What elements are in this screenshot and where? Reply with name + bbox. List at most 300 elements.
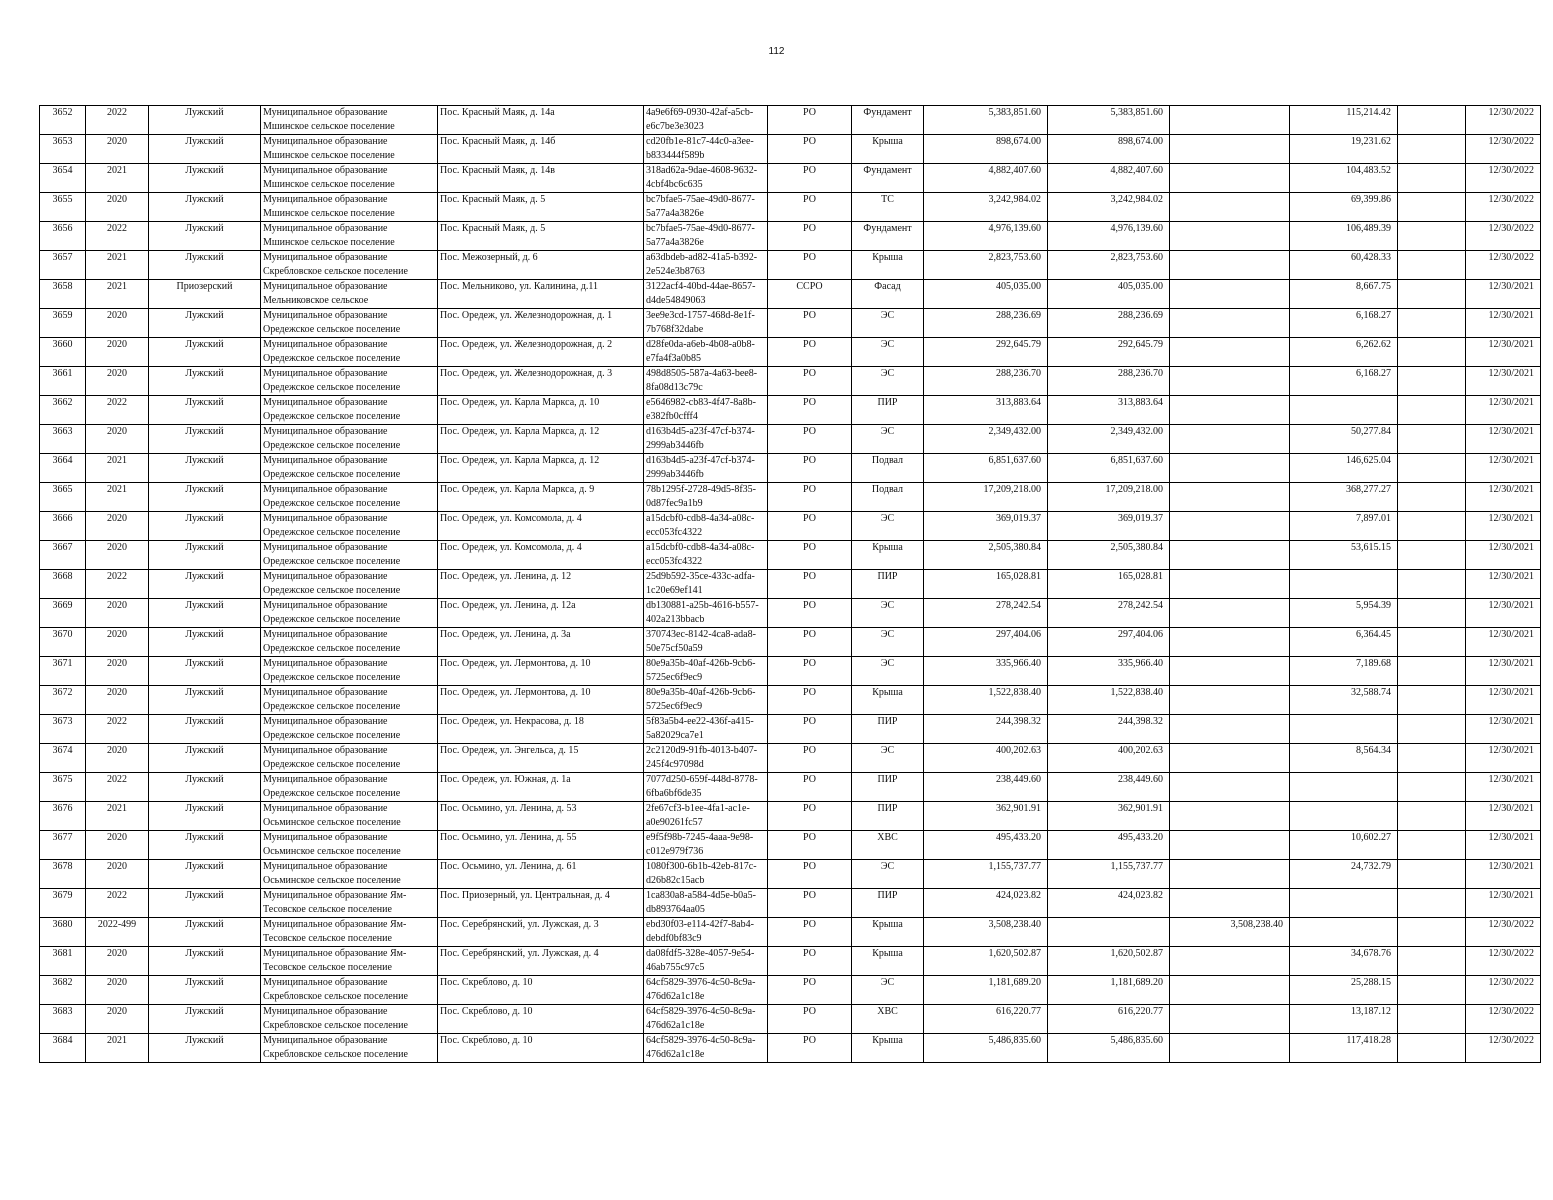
cell-cost-c: 6,262.62: [1290, 338, 1398, 367]
cell-district: Лужский: [149, 396, 261, 425]
cell-cost-b: [1170, 802, 1290, 831]
cell-municipality: Муниципальное образование Осьминское сельское поселение: [261, 860, 438, 889]
cell-deadline-date: 12/30/2021: [1466, 628, 1541, 657]
cell-year: 2020: [86, 512, 149, 541]
cell-row-number: 3654: [40, 164, 86, 193]
cell-address: Пос. Красный Маяк, д. 14а: [438, 106, 644, 135]
cell-work-type: ПИР: [852, 802, 924, 831]
cell-cost-a: 362,901.91: [1048, 802, 1170, 831]
cell-cost-a: 1,181,689.20: [1048, 976, 1170, 1005]
cell-work-type: ПИР: [852, 773, 924, 802]
cell-cost-c: 6,168.27: [1290, 367, 1398, 396]
cell-program: РО: [768, 193, 852, 222]
cell-cost-b: [1170, 222, 1290, 251]
page-number: 112: [768, 46, 785, 57]
cell-house-guid: 4a9e6f69-0930-42af-a5cb-e6c7be3e3023: [644, 106, 768, 135]
cell-district: Лужский: [149, 657, 261, 686]
cell-cost-b: [1170, 338, 1290, 367]
cell-work-type: ЭС: [852, 367, 924, 396]
cell-deadline-date: 12/30/2021: [1466, 396, 1541, 425]
cell-work-type: Крыша: [852, 686, 924, 715]
cell-total-cost: 1,620,502.87: [924, 947, 1048, 976]
cell-cost-a: 297,404.06: [1048, 628, 1170, 657]
cell-cost-d: [1398, 628, 1466, 657]
cell-deadline-date: 12/30/2021: [1466, 309, 1541, 338]
cell-work-type: ЭС: [852, 657, 924, 686]
cell-cost-d: [1398, 483, 1466, 512]
cell-program: РО: [768, 164, 852, 193]
cell-cost-b: [1170, 860, 1290, 889]
cell-deadline-date: 12/30/2021: [1466, 831, 1541, 860]
cell-house-guid: da08fdf5-328e-4057-9e54-46ab755c97c5: [644, 947, 768, 976]
cell-address: Пос. Мельниково, ул. Калинина, д.11: [438, 280, 644, 309]
table-row: [40, 570, 1541, 599]
cell-house-guid: 64cf5829-3976-4c50-8c9a-476d62a1c18e: [644, 1034, 768, 1063]
cell-district: Лужский: [149, 454, 261, 483]
cell-address: Пос. Оредеж, ул. Лермонтова, д. 10: [438, 657, 644, 686]
cell-cost-b: [1170, 599, 1290, 628]
cell-cost-c: 25,288.15: [1290, 976, 1398, 1005]
cell-year: 2022: [86, 222, 149, 251]
cell-municipality: Муниципальное образование Осьминское сельское поселение: [261, 802, 438, 831]
cell-program: РО: [768, 222, 852, 251]
cell-deadline-date: 12/30/2022: [1466, 251, 1541, 280]
cell-district: Лужский: [149, 715, 261, 744]
cell-cost-b: [1170, 976, 1290, 1005]
cell-cost-d: [1398, 164, 1466, 193]
cell-house-guid: 1080f300-6b1b-42eb-817c-d26b82c15acb: [644, 860, 768, 889]
cell-program: РО: [768, 976, 852, 1005]
cell-municipality: Муниципальное образование Осьминское сельское поселение: [261, 831, 438, 860]
cell-cost-b: [1170, 251, 1290, 280]
cell-work-type: Фасад: [852, 280, 924, 309]
cell-work-type: Фундамент: [852, 222, 924, 251]
cell-cost-a: 244,398.32: [1048, 715, 1170, 744]
cell-municipality: Муниципальное образование Оредежское сельское поселение: [261, 396, 438, 425]
cell-address: Пос. Оредеж, ул. Энгельса, д. 15: [438, 744, 644, 773]
cell-row-number: 3670: [40, 628, 86, 657]
cell-work-type: Крыша: [852, 947, 924, 976]
cell-cost-d: [1398, 947, 1466, 976]
cell-total-cost: 1,522,838.40: [924, 686, 1048, 715]
cell-row-number: 3684: [40, 1034, 86, 1063]
cell-program: РО: [768, 309, 852, 338]
cell-house-guid: d163b4d5-a23f-47cf-b374-2999ab3446fb: [644, 454, 768, 483]
cell-municipality: Муниципальное образование Оредежское сельское поселение: [261, 686, 438, 715]
cell-cost-d: [1398, 251, 1466, 280]
cell-municipality: Муниципальное образование Оредежское сельское поселение: [261, 367, 438, 396]
cell-address: Пос. Оредеж, ул. Комсомола, д. 4: [438, 512, 644, 541]
cell-deadline-date: 12/30/2021: [1466, 715, 1541, 744]
records-table: [39, 105, 1541, 1063]
cell-year: 2020: [86, 686, 149, 715]
cell-deadline-date: 12/30/2021: [1466, 744, 1541, 773]
cell-work-type: ПИР: [852, 715, 924, 744]
cell-row-number: 3657: [40, 251, 86, 280]
cell-cost-a: 2,505,380.84: [1048, 541, 1170, 570]
cell-program: РО: [768, 251, 852, 280]
cell-house-guid: bc7bfae5-75ae-49d0-8677-5a77a4a3826e: [644, 222, 768, 251]
cell-house-guid: a15dcbf0-cdb8-4a34-a08c-ecc053fc4322: [644, 512, 768, 541]
cell-deadline-date: 12/30/2021: [1466, 802, 1541, 831]
cell-deadline-date: 12/30/2021: [1466, 657, 1541, 686]
cell-work-type: ЭС: [852, 309, 924, 338]
cell-cost-c: 7,897.01: [1290, 512, 1398, 541]
cell-cost-d: [1398, 976, 1466, 1005]
cell-row-number: 3656: [40, 222, 86, 251]
cell-cost-c: 24,732.79: [1290, 860, 1398, 889]
cell-district: Лужский: [149, 338, 261, 367]
cell-row-number: 3677: [40, 831, 86, 860]
table-row: [40, 715, 1541, 744]
cell-cost-d: [1398, 918, 1466, 947]
cell-cost-d: [1398, 860, 1466, 889]
cell-year: 2022: [86, 106, 149, 135]
cell-cost-c: 34,678.76: [1290, 947, 1398, 976]
cell-district: Лужский: [149, 889, 261, 918]
cell-district: Лужский: [149, 1005, 261, 1034]
cell-district: Лужский: [149, 860, 261, 889]
cell-work-type: ТС: [852, 193, 924, 222]
table-row: [40, 599, 1541, 628]
cell-program: РО: [768, 425, 852, 454]
cell-deadline-date: 12/30/2022: [1466, 135, 1541, 164]
cell-row-number: 3680: [40, 918, 86, 947]
cell-work-type: Фундамент: [852, 106, 924, 135]
cell-cost-d: [1398, 396, 1466, 425]
cell-address: Пос. Осьмино, ул. Ленина, д. 55: [438, 831, 644, 860]
cell-year: 2020: [86, 976, 149, 1005]
cell-municipality: Муниципальное образование Мшинское сельское поселение: [261, 164, 438, 193]
cell-cost-a: 6,851,637.60: [1048, 454, 1170, 483]
cell-municipality: Муниципальное образование Оредежское сельское поселение: [261, 715, 438, 744]
cell-cost-c: 6,168.27: [1290, 309, 1398, 338]
cell-municipality: Муниципальное образование Скребловское сельское поселение: [261, 251, 438, 280]
cell-house-guid: 498d8505-587a-4a63-bee8-8fa08d13c79c: [644, 367, 768, 396]
cell-cost-a: 1,155,737.77: [1048, 860, 1170, 889]
cell-cost-a: 288,236.70: [1048, 367, 1170, 396]
cell-program: РО: [768, 512, 852, 541]
cell-house-guid: 64cf5829-3976-4c50-8c9a-476d62a1c18e: [644, 976, 768, 1005]
cell-year: 2022: [86, 773, 149, 802]
cell-cost-b: [1170, 831, 1290, 860]
table-row: [40, 1034, 1541, 1063]
cell-district: Лужский: [149, 976, 261, 1005]
cell-program: РО: [768, 135, 852, 164]
cell-municipality: Муниципальное образование Оредежское сельское поселение: [261, 309, 438, 338]
cell-address: Пос. Оредеж, ул. Железнодорожная, д. 3: [438, 367, 644, 396]
cell-cost-b: [1170, 512, 1290, 541]
cell-municipality: Муниципальное образование Оредежское сельское поселение: [261, 599, 438, 628]
cell-cost-b: [1170, 657, 1290, 686]
cell-year: 2021: [86, 802, 149, 831]
cell-address: Пос. Оредеж, ул. Ленина, д. 12а: [438, 599, 644, 628]
cell-district: Лужский: [149, 512, 261, 541]
cell-cost-c: [1290, 773, 1398, 802]
cell-cost-d: [1398, 570, 1466, 599]
cell-program: РО: [768, 396, 852, 425]
cell-house-guid: 5f83a5b4-ee22-436f-a415-5a82029ca7e1: [644, 715, 768, 744]
cell-cost-c: 13,187.12: [1290, 1005, 1398, 1034]
cell-address: Пос. Серебрянский, ул. Лужская, д. 4: [438, 947, 644, 976]
cell-house-guid: a63dbdeb-ad82-41a5-b392-2e524e3b8763: [644, 251, 768, 280]
cell-cost-b: [1170, 483, 1290, 512]
cell-cost-b: [1170, 396, 1290, 425]
cell-house-guid: db130881-a25b-4616-b557-402a213bbacb: [644, 599, 768, 628]
cell-address: Пос. Приозерный, ул. Центральная, д. 4: [438, 889, 644, 918]
cell-municipality: Муниципальное образование Оредежское сельское поселение: [261, 657, 438, 686]
cell-work-type: ХВС: [852, 1005, 924, 1034]
cell-deadline-date: 12/30/2022: [1466, 222, 1541, 251]
cell-cost-b: [1170, 367, 1290, 396]
cell-cost-d: [1398, 280, 1466, 309]
cell-row-number: 3653: [40, 135, 86, 164]
cell-cost-a: 400,202.63: [1048, 744, 1170, 773]
cell-year: 2021: [86, 280, 149, 309]
cell-address: Пос. Оредеж, ул. Карла Маркса, д. 12: [438, 454, 644, 483]
cell-row-number: 3659: [40, 309, 86, 338]
cell-cost-c: [1290, 715, 1398, 744]
cell-row-number: 3683: [40, 1005, 86, 1034]
cell-district: Лужский: [149, 541, 261, 570]
cell-year: 2020: [86, 831, 149, 860]
cell-cost-a: 292,645.79: [1048, 338, 1170, 367]
cell-program: РО: [768, 657, 852, 686]
cell-address: Пос. Красный Маяк, д. 5: [438, 193, 644, 222]
cell-house-guid: 370743ec-8142-4ca8-ada8-50e75cf50a59: [644, 628, 768, 657]
cell-deadline-date: 12/30/2022: [1466, 918, 1541, 947]
table-row: [40, 686, 1541, 715]
cell-cost-c: 69,399.86: [1290, 193, 1398, 222]
cell-cost-c: 104,483.52: [1290, 164, 1398, 193]
cell-cost-c: 53,615.15: [1290, 541, 1398, 570]
cell-total-cost: 3,508,238.40: [924, 918, 1048, 947]
cell-cost-d: [1398, 222, 1466, 251]
cell-cost-d: [1398, 106, 1466, 135]
cell-district: Лужский: [149, 309, 261, 338]
cell-cost-b: [1170, 164, 1290, 193]
table-row: [40, 280, 1541, 309]
cell-deadline-date: 12/30/2021: [1466, 338, 1541, 367]
cell-cost-b: [1170, 1034, 1290, 1063]
cell-address: Пос. Межозерный, д. 6: [438, 251, 644, 280]
cell-municipality: Муниципальное образование Оредежское сельское поселение: [261, 338, 438, 367]
cell-municipality: Муниципальное образование Оредежское сельское поселение: [261, 483, 438, 512]
cell-address: Пос. Скреблово, д. 10: [438, 1034, 644, 1063]
cell-municipality: Муниципальное образование Оредежское сельское поселение: [261, 425, 438, 454]
cell-address: Пос. Оредеж, ул. Ленина, д. 3а: [438, 628, 644, 657]
cell-cost-b: [1170, 686, 1290, 715]
cell-cost-c: 7,189.68: [1290, 657, 1398, 686]
cell-district: Лужский: [149, 686, 261, 715]
cell-row-number: 3652: [40, 106, 86, 135]
cell-cost-c: 8,564.34: [1290, 744, 1398, 773]
cell-cost-a: 898,674.00: [1048, 135, 1170, 164]
cell-cost-d: [1398, 367, 1466, 396]
cell-program: РО: [768, 570, 852, 599]
cell-house-guid: d163b4d5-a23f-47cf-b374-2999ab3446fb: [644, 425, 768, 454]
cell-year: 2022: [86, 570, 149, 599]
cell-deadline-date: 12/30/2022: [1466, 193, 1541, 222]
cell-work-type: Крыша: [852, 541, 924, 570]
cell-municipality: Муниципальное образование Скребловское сельское поселение: [261, 976, 438, 1005]
cell-program: РО: [768, 715, 852, 744]
cell-cost-a: [1048, 918, 1170, 947]
cell-total-cost: 6,851,637.60: [924, 454, 1048, 483]
cell-house-guid: ebd30f03-e114-42f7-8ab4-debdf0bf83c9: [644, 918, 768, 947]
cell-program: ССРО: [768, 280, 852, 309]
cell-district: Лужский: [149, 599, 261, 628]
cell-address: Пос. Скреблово, д. 10: [438, 1005, 644, 1034]
cell-total-cost: 898,674.00: [924, 135, 1048, 164]
cell-house-guid: 7077d250-659f-448d-8778-6fba6bf6de35: [644, 773, 768, 802]
cell-program: РО: [768, 106, 852, 135]
cell-total-cost: 2,823,753.60: [924, 251, 1048, 280]
cell-municipality: Муниципальное образование Ям-Тесовское сельское поселение: [261, 947, 438, 976]
cell-total-cost: 313,883.64: [924, 396, 1048, 425]
cell-address: Пос. Серебрянский, ул. Лужская, д. 3: [438, 918, 644, 947]
cell-address: Пос. Оредеж, ул. Карла Маркса, д. 12: [438, 425, 644, 454]
cell-work-type: ЭС: [852, 599, 924, 628]
cell-total-cost: 405,035.00: [924, 280, 1048, 309]
cell-cost-c: 10,602.27: [1290, 831, 1398, 860]
cell-house-guid: 3122acf4-40bd-44ae-8657-d4de54849063: [644, 280, 768, 309]
table-row: [40, 483, 1541, 512]
cell-cost-b: [1170, 106, 1290, 135]
cell-year: 2020: [86, 860, 149, 889]
cell-program: РО: [768, 367, 852, 396]
cell-cost-a: 2,823,753.60: [1048, 251, 1170, 280]
cell-district: Приозерский: [149, 280, 261, 309]
cell-work-type: ЭС: [852, 744, 924, 773]
cell-total-cost: 244,398.32: [924, 715, 1048, 744]
cell-program: РО: [768, 1034, 852, 1063]
cell-total-cost: 297,404.06: [924, 628, 1048, 657]
cell-cost-d: [1398, 193, 1466, 222]
cell-municipality: Муниципальное образование Оредежское сельское поселение: [261, 454, 438, 483]
cell-district: Лужский: [149, 483, 261, 512]
cell-deadline-date: 12/30/2022: [1466, 1005, 1541, 1034]
cell-cost-b: [1170, 889, 1290, 918]
table-row: [40, 860, 1541, 889]
cell-house-guid: 80e9a35b-40af-426b-9cb6-5725ec6f9ec9: [644, 657, 768, 686]
table-row: [40, 106, 1541, 135]
cell-cost-b: 3,508,238.40: [1170, 918, 1290, 947]
cell-year: 2020: [86, 541, 149, 570]
cell-cost-c: 8,667.75: [1290, 280, 1398, 309]
cell-municipality: Муниципальное образование Оредежское сельское поселение: [261, 570, 438, 599]
cell-row-number: 3678: [40, 860, 86, 889]
cell-total-cost: 4,976,139.60: [924, 222, 1048, 251]
cell-district: Лужский: [149, 570, 261, 599]
cell-program: РО: [768, 686, 852, 715]
cell-year: 2022-499: [86, 918, 149, 947]
cell-cost-b: [1170, 280, 1290, 309]
cell-program: РО: [768, 773, 852, 802]
cell-program: РО: [768, 454, 852, 483]
cell-cost-c: [1290, 396, 1398, 425]
table-row: [40, 425, 1541, 454]
cell-row-number: 3672: [40, 686, 86, 715]
cell-address: Пос. Скреблово, д. 10: [438, 976, 644, 1005]
cell-house-guid: 3ee9e3cd-1757-468d-8e1f-7b768f32dabe: [644, 309, 768, 338]
cell-year: 2020: [86, 744, 149, 773]
cell-address: Пос. Красный Маяк, д. 5: [438, 222, 644, 251]
cell-municipality: Муниципальное образование Оредежское сельское поселение: [261, 773, 438, 802]
cell-row-number: 3663: [40, 425, 86, 454]
cell-total-cost: 1,181,689.20: [924, 976, 1048, 1005]
cell-cost-c: 60,428.33: [1290, 251, 1398, 280]
cell-work-type: Крыша: [852, 135, 924, 164]
cell-municipality: Муниципальное образование Мшинское сельское поселение: [261, 106, 438, 135]
cell-row-number: 3669: [40, 599, 86, 628]
cell-district: Лужский: [149, 947, 261, 976]
cell-address: Пос. Осьмино, ул. Ленина, д. 61: [438, 860, 644, 889]
cell-row-number: 3681: [40, 947, 86, 976]
cell-total-cost: 5,486,835.60: [924, 1034, 1048, 1063]
cell-district: Лужский: [149, 367, 261, 396]
cell-house-guid: cd20fb1e-81c7-44c0-a3ee-b833444f589b: [644, 135, 768, 164]
cell-total-cost: 3,242,984.02: [924, 193, 1048, 222]
cell-deadline-date: 12/30/2021: [1466, 425, 1541, 454]
cell-cost-d: [1398, 744, 1466, 773]
cell-district: Лужский: [149, 1034, 261, 1063]
cell-district: Лужский: [149, 251, 261, 280]
cell-municipality: Муниципальное образование Ям-Тесовское сельское поселение: [261, 918, 438, 947]
cell-row-number: 3666: [40, 512, 86, 541]
cell-deadline-date: 12/30/2021: [1466, 280, 1541, 309]
cell-cost-a: 405,035.00: [1048, 280, 1170, 309]
cell-cost-b: [1170, 541, 1290, 570]
cell-program: РО: [768, 541, 852, 570]
cell-cost-c: [1290, 802, 1398, 831]
cell-address: Пос. Оредеж, ул. Некрасова, д. 18: [438, 715, 644, 744]
cell-row-number: 3662: [40, 396, 86, 425]
table-row: [40, 744, 1541, 773]
cell-year: 2020: [86, 338, 149, 367]
cell-address: Пос. Оредеж, ул. Железнодорожная, д. 2: [438, 338, 644, 367]
cell-district: Лужский: [149, 425, 261, 454]
table-row: [40, 802, 1541, 831]
cell-district: Лужский: [149, 164, 261, 193]
cell-deadline-date: 12/30/2021: [1466, 483, 1541, 512]
cell-cost-c: [1290, 570, 1398, 599]
cell-deadline-date: 12/30/2022: [1466, 164, 1541, 193]
cell-house-guid: d28fe0da-a6eb-4b08-a0b8-e7fa4f3a0b85: [644, 338, 768, 367]
cell-cost-c: 117,418.28: [1290, 1034, 1398, 1063]
table-body: [40, 106, 1541, 1063]
cell-district: Лужский: [149, 628, 261, 657]
cell-row-number: 3676: [40, 802, 86, 831]
cell-work-type: Фундамент: [852, 164, 924, 193]
cell-cost-a: 4,976,139.60: [1048, 222, 1170, 251]
table-row: [40, 222, 1541, 251]
cell-deadline-date: 12/30/2021: [1466, 686, 1541, 715]
table-row: [40, 193, 1541, 222]
cell-cost-a: 5,486,835.60: [1048, 1034, 1170, 1063]
cell-deadline-date: 12/30/2021: [1466, 367, 1541, 396]
cell-work-type: ЭС: [852, 628, 924, 657]
cell-deadline-date: 12/30/2022: [1466, 976, 1541, 1005]
cell-cost-d: [1398, 715, 1466, 744]
cell-cost-d: [1398, 425, 1466, 454]
cell-cost-c: 146,625.04: [1290, 454, 1398, 483]
cell-cost-d: [1398, 802, 1466, 831]
cell-address: Пос. Оредеж, ул. Южная, д. 1а: [438, 773, 644, 802]
cell-cost-c: 115,214.42: [1290, 106, 1398, 135]
cell-total-cost: 369,019.37: [924, 512, 1048, 541]
cell-total-cost: 424,023.82: [924, 889, 1048, 918]
